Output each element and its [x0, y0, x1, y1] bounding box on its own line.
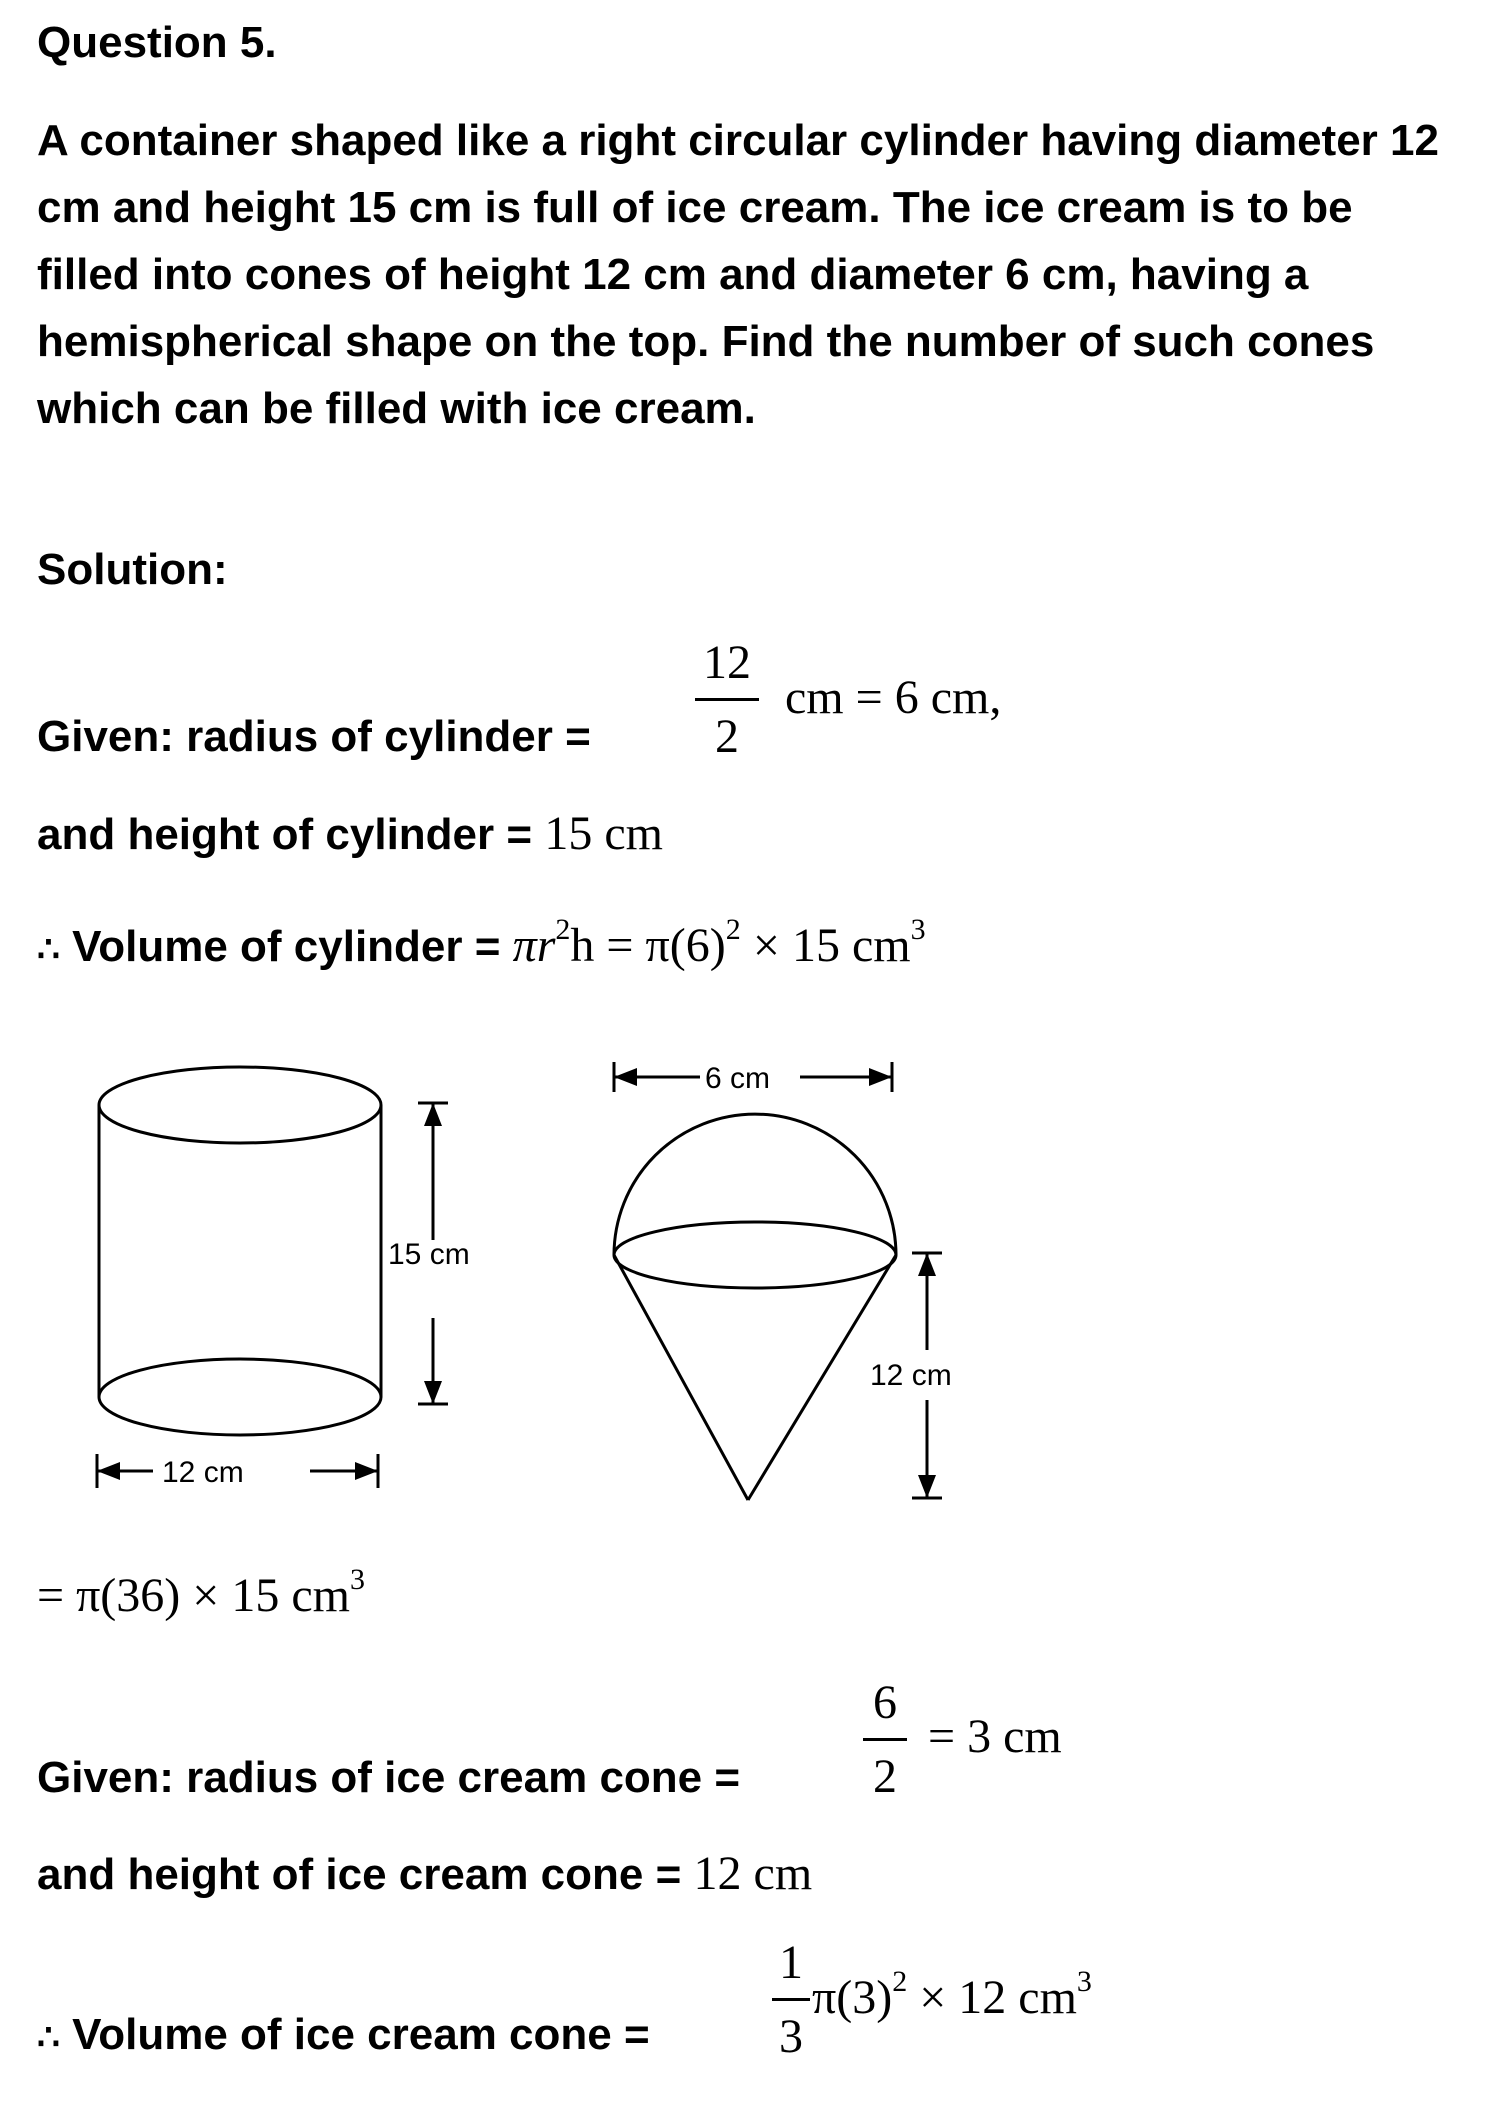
cone-volume-label: Volume of ice cream cone =	[72, 2010, 650, 2059]
fraction-numerator: 6	[873, 1676, 897, 1729]
cylinder-shape	[99, 1067, 381, 1435]
cylinder-height-label: and height of cylinder =	[37, 810, 533, 859]
therefore-symbol: ∴	[37, 928, 60, 969]
cylinder-radius-fraction	[695, 635, 759, 764]
cone-expression-a: π(3)	[812, 1971, 893, 2024]
cylinder-radius-result: cm = 6 cm,	[785, 671, 1002, 724]
fraction-bar	[863, 1738, 907, 1741]
cylinder-height-label: 15 cm	[388, 1238, 470, 1271]
cylinder-height-line	[37, 806, 663, 861]
cone-expression-b: × 12 cm	[919, 1971, 1077, 2024]
cylinder-diameter-label: 12 cm	[162, 1456, 244, 1489]
cone-volume-line	[37, 2010, 650, 2060]
cylinder-radius-label: Given: radius of cylinder =	[37, 712, 591, 761]
fraction-denominator: 3	[779, 2010, 803, 2063]
fraction-bar	[772, 1998, 810, 2001]
cone-height-value: 12 cm	[693, 1847, 813, 1900]
therefore-symbol: ∴	[37, 2016, 60, 2057]
cone-diameter-label: 6 cm	[705, 1062, 771, 1095]
volume-expression-b: h = π(6)	[570, 919, 726, 972]
cone-volume-expression	[812, 1965, 1092, 2025]
question-text: A container shaped like a right circular cylinder having diameter 12 cm and height 15 cm is full of ice cream. The ice cream is to be filled into cones of height 12 cm and diameter 6 cm, having a hemispherical shape on the top. Find the number of such cones which can be filled with ice cream.	[37, 116, 1439, 433]
cone-sup-b: 3	[1076, 1965, 1092, 1998]
cone-height-label: and height of ice cream cone =	[37, 1850, 682, 1899]
ice-cream-cone-shape	[614, 1114, 896, 1500]
figure-cylinder-and-cone	[0, 1040, 1000, 1520]
volume-expression-a: πr	[512, 919, 556, 972]
volume-expression-c: × 15 cm	[752, 919, 911, 972]
fraction-denominator: 2	[873, 1750, 897, 1803]
cylinder-volume-line	[37, 913, 926, 973]
cylinder-height-value: 15 cm	[544, 807, 663, 860]
cone-radius-fraction	[863, 1675, 907, 1804]
cone-height-label: 12 cm	[870, 1359, 952, 1392]
question-title: Question 5.	[37, 18, 277, 67]
volume-sup-c: 3	[910, 913, 926, 946]
cone-sup-a: 2	[892, 1965, 908, 1998]
solution-heading: Solution:	[37, 545, 228, 594]
simplified-sup: 3	[349, 1563, 365, 1596]
cylinder-volume-simplified	[37, 1563, 365, 1623]
fraction-bar	[695, 698, 759, 701]
simplified-expression: = π(36) × 15 cm	[37, 1569, 350, 1622]
cylinder-volume-label: Volume of cylinder =	[72, 922, 501, 971]
fraction-numerator: 12	[703, 636, 751, 689]
fraction-numerator: 1	[779, 1936, 803, 1989]
volume-sup-b: 2	[725, 913, 741, 946]
cone-radius-label: Given: radius of ice cream cone =	[37, 1753, 741, 1802]
volume-sup-a: 2	[555, 913, 571, 946]
cone-volume-fraction	[772, 1935, 810, 2064]
fraction-denominator: 2	[715, 710, 739, 763]
cone-radius-result: = 3 cm	[928, 1710, 1062, 1763]
cone-height-line	[37, 1846, 812, 1901]
